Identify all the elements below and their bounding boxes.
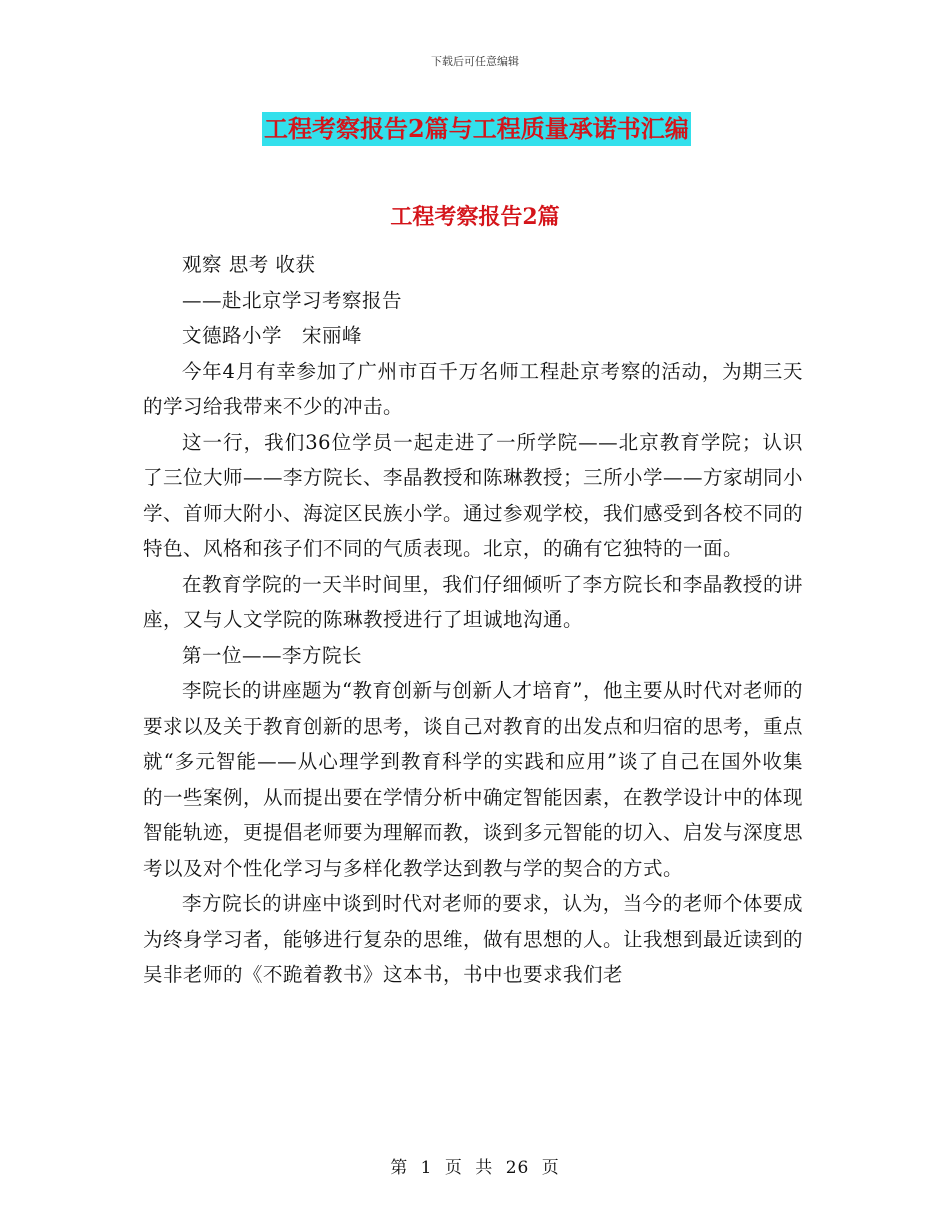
page-footer [0,1153,950,1178]
paragraph: 文德路小学 宋丽峰 [182,324,363,347]
document-title: 工程考察报告2篇与工程质量承诺书汇编 [262,112,691,146]
document-body [143,247,803,993]
paragraph: 第一位——李方院长 [182,643,363,667]
paragraph: 在教育学院的一天半时间里，我们仔细倾听了李方院长和李晶教授的讲座，又与人文学院的陈琳教授进行了坦诚地沟通。 [143,572,803,631]
section-title: 工程考察报告2篇 [390,204,560,230]
page-label: 第 [390,1158,409,1178]
header-note: 下载后可任意编辑 [431,55,519,68]
page-number: 1 [420,1158,433,1178]
paragraph: 这一行，我们36位学员一起走进了一所学院——北京教育学院；认识了三位大师——李方院长、李晶教授和陈琳教授；三所小学——方家胡同小学、首师大附小、海淀区民族小学。通过参观学校，我们感受到各校不同的特色、风格和孩子们不同的气质表现。北京，的确有它独特的一面。 [143,430,804,560]
paragraph: 观察 思考 收获 [182,253,316,276]
paragraph: 今年4月有幸参加了广州市百千万名师工程赴京考察的活动，为期三天的学习给我带来不少的冲击。 [143,359,803,418]
total-label: 共 [475,1158,494,1178]
page-unit: 页 [444,1158,463,1178]
paragraph: 李方院长的讲座中谈到时代对老师的要求，认为，当今的老师个体要成为终身学习者，能够进行复杂的思维，做有思想的人。让我想到最近读到的吴非老师的《不跪着教书》这本书，书中也要求我们老 [143,892,804,986]
paragraph: ——赴北京学习考察报告 [182,288,403,312]
total-unit: 页 [541,1158,560,1178]
paragraph: 李院长的讲座题为“教育创新与创新人才培育”，他主要从时代对老师的要求以及关于教育创新的思考，谈自己对教育的出发点和归宿的思考，重点就“多元智能——从心理学到教育科学的实践和应用”谈了自己在国外收集的一些案例，从而提出要在学情分析中确定智能因素，在教学设计中的体现智能轨迹，更提倡老师要为理解而教，谈到多元智能的切入、启发与深度思考以及对个性化学习与多样化教学达到教与学的契合的方式。 [143,679,804,880]
total-pages: 26 [505,1158,530,1178]
